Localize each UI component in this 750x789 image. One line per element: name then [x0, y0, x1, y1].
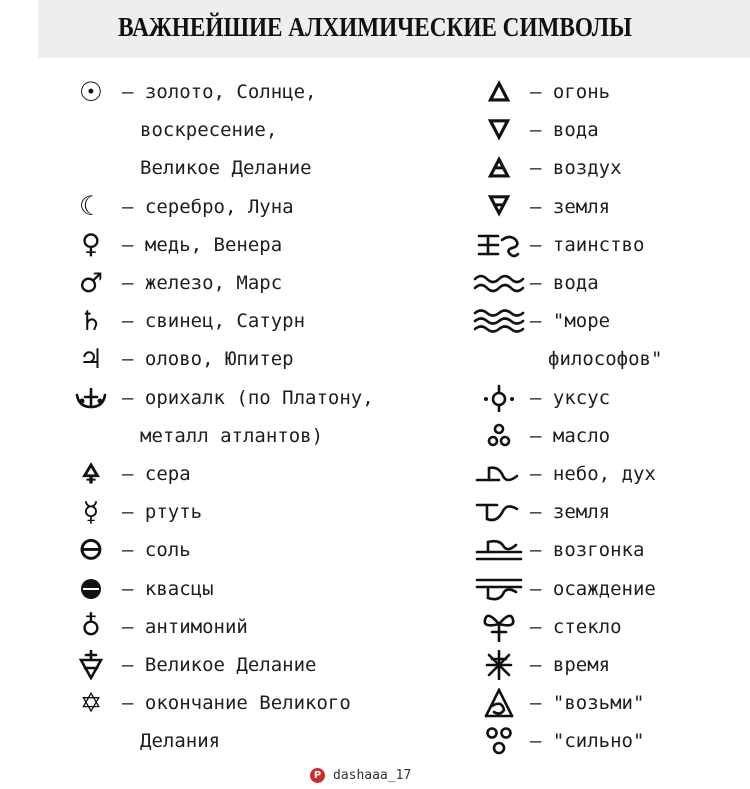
right-description: философов" — [548, 348, 663, 371]
mars-icon: ♂ — [78, 267, 104, 299]
saturn-icon: ♄ — [78, 305, 104, 337]
vitriol-icon — [60, 574, 122, 604]
left-row — [60, 688, 351, 718]
left-description: – антимоний — [122, 615, 248, 638]
left-description: – серебро, Луна — [122, 195, 294, 218]
right-row — [468, 268, 599, 298]
great-work-icon — [60, 650, 122, 680]
watermark-text: dashaaa_17 — [333, 767, 412, 783]
right-row — [468, 421, 610, 451]
right-description: – огонь — [530, 81, 611, 103]
left-description: – железо, Марс — [122, 272, 283, 294]
right-row — [468, 650, 610, 680]
earth-alt-icon — [468, 497, 530, 527]
left-description: – свинец, Сатурн — [122, 310, 306, 333]
mystery-icon — [468, 230, 530, 260]
left-row — [60, 344, 294, 374]
left-row — [60, 115, 277, 145]
sea-waves-icon — [468, 306, 530, 336]
left-row — [60, 268, 282, 298]
left-row — [60, 726, 220, 756]
left-description: – орихалк (по Платону, — [122, 386, 374, 409]
left-row — [60, 497, 202, 527]
right-description: – уксус — [530, 386, 611, 409]
left-description: – олово, Юпитер — [122, 348, 294, 371]
right-row — [468, 306, 610, 336]
right-row — [468, 77, 610, 107]
right-row — [468, 344, 662, 374]
vinegar-icon — [468, 383, 530, 413]
left-row — [60, 574, 214, 604]
right-row — [468, 726, 644, 756]
left-description: – золото, Солнце, — [122, 81, 317, 103]
right-row — [468, 459, 656, 489]
right-row — [468, 230, 644, 260]
orichalcum-icon — [60, 383, 122, 413]
left-row — [60, 612, 248, 642]
right-description: – воздух — [530, 157, 622, 180]
left-row — [60, 650, 316, 680]
right-description: – возгонка — [530, 539, 645, 562]
water-icon: 🜄 — [487, 114, 511, 146]
sublimation-icon — [468, 535, 530, 565]
right-row — [468, 497, 610, 527]
sun-icon: ☉ — [78, 76, 104, 108]
left-row — [60, 306, 305, 336]
left-description: – Великое Делание — [122, 654, 317, 676]
right-description: – таинство — [530, 233, 645, 256]
water-waves-icon — [468, 268, 530, 298]
antimony-icon: ♁ — [81, 611, 101, 643]
left-description: воскресение, — [140, 119, 278, 142]
symbol-spacer — [468, 344, 530, 374]
pinterest-icon: P — [310, 768, 325, 783]
jupiter-icon: ♃ — [78, 343, 104, 375]
take-icon — [468, 688, 530, 718]
left-row — [60, 192, 294, 222]
left-row — [60, 535, 191, 565]
left-description: – ртуть — [122, 501, 203, 524]
left-description: Великое Делание — [140, 157, 312, 180]
right-row — [468, 153, 622, 183]
right-description: – осаждение — [530, 577, 656, 600]
left-description: – сера — [122, 463, 191, 485]
earth-icon: 🜃 — [487, 191, 511, 223]
right-row — [468, 192, 610, 222]
hexagram-icon: ✡ — [79, 687, 103, 719]
right-row — [468, 688, 644, 718]
left-description: – соль — [122, 539, 191, 562]
symbol-spacer — [60, 153, 122, 183]
right-row — [468, 383, 610, 413]
mercury-icon: ☿ — [82, 496, 100, 528]
left-row — [60, 153, 312, 183]
right-row — [468, 535, 644, 565]
right-description: – "море — [530, 310, 611, 333]
right-description: – "сильно" — [530, 730, 645, 753]
left-row — [60, 77, 316, 107]
venus-icon: ♀ — [81, 229, 101, 261]
right-description: – земля — [530, 195, 611, 218]
left-description: – окончание Великого — [122, 692, 351, 715]
left-row — [60, 459, 191, 489]
right-description: – "возьми" — [530, 692, 645, 715]
watermark — [310, 765, 411, 785]
right-row — [468, 612, 622, 642]
left-row — [60, 421, 323, 451]
page-title: ВАЖНЕЙШИЕ АЛХИМИЧЕСКИЕ СИМВОЛЫ — [118, 12, 632, 42]
symbol-spacer — [60, 115, 122, 145]
left-row — [60, 383, 374, 413]
precipitation-icon — [468, 574, 530, 604]
right-description: – стекло — [530, 615, 622, 638]
sulfur-icon: 🜍 — [81, 458, 101, 490]
right-row — [468, 574, 656, 604]
sky-spirit-icon — [468, 459, 530, 489]
right-description: – земля — [530, 501, 611, 524]
fire-icon: 🜂 — [487, 76, 511, 108]
symbol-spacer — [60, 726, 122, 756]
left-description: – квасцы — [122, 577, 214, 600]
oil-icon — [468, 421, 530, 451]
right-description: – масло — [530, 424, 611, 447]
right-description: – время — [530, 654, 611, 676]
symbol-spacer — [60, 421, 122, 451]
right-description: – небо, дух — [530, 463, 656, 485]
air-icon: 🜁 — [487, 152, 511, 184]
right-description: – вода — [530, 119, 599, 142]
time-icon — [468, 650, 530, 680]
left-row — [60, 230, 282, 260]
strongly-icon — [468, 726, 530, 756]
moon-icon: ☾ — [78, 191, 104, 223]
right-description: – вода — [530, 272, 599, 294]
left-description: – медь, Венера — [122, 233, 283, 256]
glass-icon — [468, 612, 530, 642]
salt-icon: 🜔 — [79, 534, 103, 566]
left-description: металл атлантов) — [140, 424, 324, 447]
left-description: Делания — [140, 730, 221, 753]
right-row — [468, 115, 599, 145]
